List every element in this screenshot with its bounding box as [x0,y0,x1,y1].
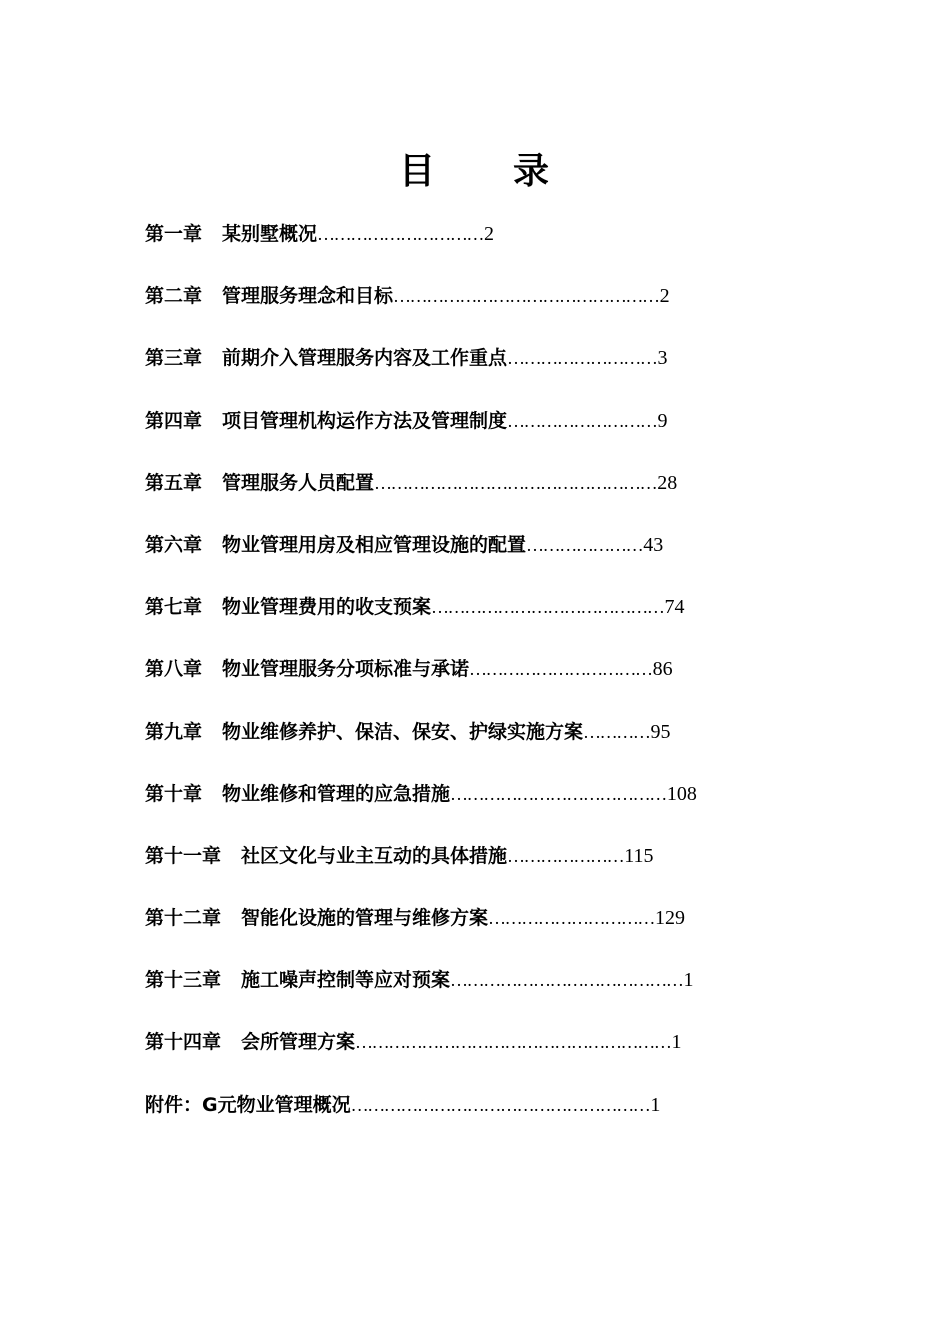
chapter-number: 第三章 [145,347,203,370]
page-title-left: 目 [398,151,437,192]
dot-leader: ………………………………………… [393,286,659,307]
chapter-title: 施工噪声控制等应对预案 [241,969,451,992]
page-number: 108 [666,782,697,805]
chapter-title: 管理服务人员配置 [222,471,375,494]
dot-leader: ………………………………… [450,783,666,804]
chapter-title: 前期介入管理服务内容及工作重点 [222,347,508,370]
chapter-number: 第七章 [145,596,203,619]
page-number: 1 [683,969,694,992]
toc-entry[interactable] [145,278,865,340]
toc-entry[interactable] [145,714,865,776]
dot-leader: ……………………… [507,410,657,431]
page-number: 2 [659,285,670,308]
dot-leader: …………………………………… [431,597,664,618]
dot-leader: ……………………… [507,348,657,369]
page-number: 115 [624,844,654,867]
dot-leader: ………… [583,721,650,742]
chapter-title: 物业管理费用的收支预案 [222,596,432,619]
chapter-number: 第一章 [145,223,203,245]
dot-leader: ………………………… [317,224,484,244]
chapter-title: 会所管理方案 [241,1031,356,1054]
toc-entry[interactable] [145,216,865,278]
page-title [0,148,950,196]
toc-entry-appendix[interactable] [145,1087,865,1149]
dot-leader: …………………………………… [450,970,683,991]
toc-entry[interactable] [145,589,865,651]
dot-leader: ………………… [526,534,643,555]
dot-leader: …………………………………………… [374,472,657,493]
toc-entry[interactable] [145,403,865,465]
page-number: 1 [650,1093,661,1116]
dot-leader: ………………… [507,845,624,866]
chapter-number: 第二章 [145,285,203,308]
chapter-title: 智能化设施的管理与维修方案 [241,907,489,930]
chapter-number: 第四章 [145,409,203,432]
toc-entry[interactable] [145,1024,865,1086]
page-number: 9 [657,409,668,432]
chapter-title: 物业管理用房及相应管理设施的配置 [222,533,527,556]
chapter-number: 第十三章 [145,969,222,992]
chapter-number: 第六章 [145,533,203,556]
page-title-right: 录 [513,151,552,192]
chapter-number: 第十二章 [145,907,222,930]
chapter-number: 第十章 [145,782,203,805]
page-number: 28 [657,471,678,494]
toc-entry[interactable] [145,900,865,962]
chapter-number: 第八章 [145,658,203,681]
chapter-title: 项目管理机构运作方法及管理制度 [222,409,508,432]
appendix-label: 附件：G元物业管理概况 [145,1093,351,1116]
dot-leader: ……………………………………………… [350,1094,650,1115]
chapter-title: 社区文化与业主互动的具体措施 [241,844,508,867]
chapter-title: 物业管理服务分项标准与承诺 [222,658,470,681]
table-of-contents [145,216,865,1149]
toc-entry[interactable] [145,776,865,838]
page-number: 3 [657,347,668,370]
page-number: 129 [655,907,686,930]
toc-entry[interactable] [145,651,865,713]
page-number: 74 [664,596,685,619]
chapter-title: 物业维修养护、保洁、保安、护绿实施方案 [222,720,584,743]
chapter-number: 第五章 [145,471,203,494]
toc-entry[interactable] [145,838,865,900]
toc-entry[interactable] [145,340,865,402]
chapter-number: 第十四章 [145,1031,222,1054]
chapter-title: 某别墅概况 [222,223,318,245]
page-number: 86 [652,658,673,681]
page-number: 43 [643,533,664,556]
toc-entry[interactable] [145,962,865,1024]
page-number: 95 [650,720,671,743]
dot-leader: ………………………… [488,908,655,929]
dot-leader: ………………………………………………… [355,1032,671,1053]
dot-leader: …………………………… [469,659,652,680]
page-number: 1 [671,1031,682,1054]
toc-entry[interactable] [145,465,865,527]
chapter-title: 管理服务理念和目标 [222,285,394,308]
chapter-title: 物业维修和管理的应急措施 [222,782,451,805]
page-number: 2 [484,223,495,245]
chapter-number: 第九章 [145,720,203,743]
chapter-number: 第十一章 [145,844,222,867]
toc-entry[interactable] [145,527,865,589]
